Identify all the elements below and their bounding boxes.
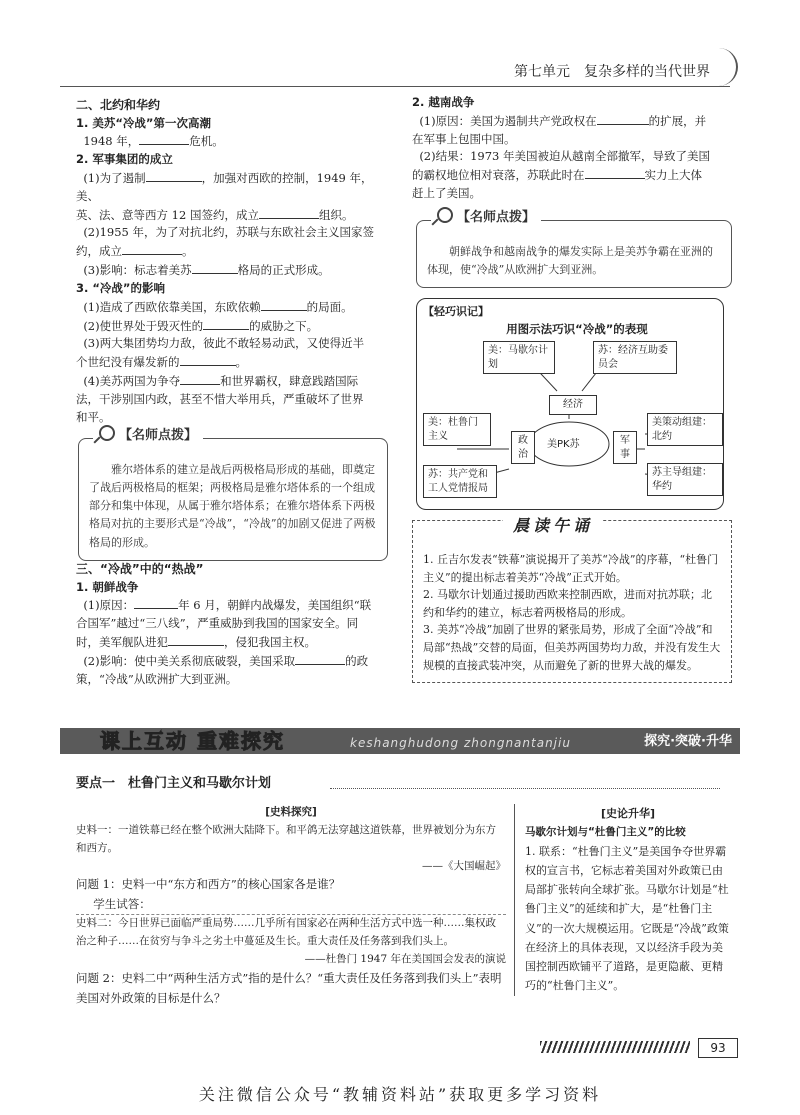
fill-blank[interactable] (134, 596, 178, 609)
text-line: 的霸权地位相对衰落，苏联此时在 实力上大体 (412, 168, 702, 183)
question-1: 问题 1：史料一中“东方和西方”的核心国家各是谁？ (76, 877, 341, 892)
text-line: 在军事上包围中国。 (412, 131, 516, 146)
theory-text: 1. 联系：“杜鲁门主义”是美国争夺世界霸权的宣言书，它标志着美国对外政策已由局部扩张转向全球扩张。马歇尔计划是“杜鲁门主义”的延续和扩大，是“杜鲁门主义”的一次大规模运用。它既是“冷战”政策在经济上的具体表现，又以经济手段为美国控制西欧铺平了道路，是更隐蔽、更精巧的“杜鲁门主义”。 (525, 844, 729, 993)
left-column (76, 94, 386, 426)
subsection-title: 1. 朝鲜战争 (76, 579, 139, 594)
unit-title: 第七单元 复杂多样的当代世界 (514, 64, 710, 80)
fill-blank[interactable] (259, 206, 319, 219)
subsection-title: 2. 军事集团的成立 (76, 152, 173, 167)
fill-blank[interactable] (146, 169, 202, 182)
text-line: (2)1955 年，为了对抗北约，苏联与东欧社会主义国家签 (83, 225, 375, 240)
teacher-tip-box (78, 428, 388, 561)
box-warsaw-pact: 苏主导组建：华约 (647, 463, 723, 496)
left-column-lower (76, 558, 386, 688)
text-line: (3)影响：标志着美苏 格局的正式形成。 (83, 263, 330, 278)
text-line: 合国军”越过“三八线”，严重威胁到我国的国家安全。同 (76, 616, 359, 631)
fill-blank[interactable] (261, 298, 307, 311)
box-nato: 美策动组建：北约 (647, 413, 723, 446)
fill-blank[interactable] (168, 633, 224, 646)
section-title: 三、“冷战”中的“热战” (76, 562, 204, 576)
fill-blank[interactable] (180, 372, 220, 385)
theory-heading: [史论升华] (600, 807, 656, 820)
fill-blank[interactable] (295, 652, 345, 665)
banner-title: 课上互动 重难探究 (100, 729, 285, 753)
text-line: 策，“冷战”从欧洲扩大到亚洲。 (76, 671, 238, 686)
teacher-tip-box-right (416, 210, 732, 288)
morning-item: 3. 美苏“冷战”加剧了世界的紧张局势，形成了全面“冷战”和局部“热战”交替的局面，但美苏两国势均力敌，并没有发生大规模的直接武装冲突，从而避免了新的世界大战的爆发。 (423, 623, 721, 672)
text-line: 赶上了美国。 (412, 186, 481, 201)
section-title: 二、北约和华约 (76, 98, 161, 112)
box-cominform: 苏：共产党和工人党情报局 (423, 465, 497, 498)
title-leader-line (330, 788, 720, 789)
text-line: (1)原因：美国为遏制共产党政权在 的扩展，并 (419, 113, 707, 128)
teacher-tip-text: 雅尔塔体系的建立是战后两极格局形成的基础，即奠定了战后两极格局的框架；两极格局是雅尔塔体系的一个组成部分和集中体现，从属于雅尔塔体系；在雅尔塔体系下两极格局对抗的主要形式是“冷战”，“冷战”的加剧又促进了两极格局的形成。 (89, 463, 376, 549)
fill-blank[interactable] (139, 132, 189, 145)
text-line: 1948 年， 危机。 (83, 134, 224, 149)
diagram-title: 用图示法巧识“冷战”的表现 (506, 322, 648, 336)
text-line: (2)结果：1973 年美国被迫从越南全部撤军，导致了美国 (419, 149, 711, 164)
text-line: 个世纪没有爆发新的 。 (76, 355, 247, 370)
right-column (412, 94, 730, 203)
center-us-vs-su: 美PK苏 (547, 439, 580, 450)
text-line: 时，美军舰队进犯 ，侵犯我国主权。 (76, 635, 316, 650)
fill-blank[interactable] (180, 353, 236, 366)
section-banner (60, 728, 740, 754)
box-marshall-plan: 美：马歇尔计划 (483, 341, 555, 374)
source-1: 史料一：一道铁幕已经在整个欧洲大陆降下。和平鸽无法穿越这道铁幕，世界被划分为东方和西方。 (76, 823, 496, 854)
box-economy: 经济 (549, 395, 597, 415)
page-number: 93 (698, 1038, 738, 1058)
morning-item: 1. 丘吉尔发表“铁幕”演说揭开了美苏“冷战”的序幕，“杜鲁门主义”的提出标志着美苏“冷战”正式开始。 (423, 553, 719, 584)
source-2: 史料二：今日世界已面临严重局势……几乎所有国家必在两种生活方式中选一种……集权政治之种子……在贫穷与争斗之劣土中蔓延及生长。重大责任及任务落到我们头上。 (76, 914, 506, 951)
morning-item: 2. 马歇尔计划通过援助西欧来控制西欧，进而对抗苏联；北约和华约的建立，标志着两极格局的形成。 (423, 588, 712, 619)
history-theory (514, 804, 731, 996)
diagram-label: 【轻巧识记】 (423, 305, 489, 318)
text-line: 约，成立 。 (76, 244, 194, 259)
text-line: (1)造成了西欧依靠美国，东欧依赖 的局面。 (83, 299, 353, 314)
source-1-cite: ——《大国崛起》 (422, 859, 506, 872)
text-line: (2)影响：使中美关系彻底破裂，美国采取 的政 (83, 653, 369, 668)
text-line: (2)使世界处于毁灭性的 的威胁之下。 (83, 318, 319, 333)
fill-blank[interactable] (585, 166, 645, 179)
box-comecon: 苏：经济互助委员会 (593, 341, 677, 374)
text-line: 英、法、意等西方 12 国签约，成立 组织。 (76, 207, 354, 222)
header-brace (716, 48, 738, 86)
question-2: 问题 2：史料二中“两种生活方式”指的是什么？“重大责任及任务落到我们头上”表明美国对外政策的目标是什么？ (76, 971, 502, 1005)
source-exploration (76, 804, 506, 1008)
source-heading: [史料探究] (265, 806, 317, 818)
box-politics: 政治 (511, 431, 535, 464)
header-rule (60, 86, 730, 87)
banner-tag: 探究·突破·升华 (644, 734, 732, 749)
box-military: 军事 (613, 431, 637, 464)
answer-prompt: 学生试答： (93, 896, 151, 911)
theory-subtitle: 马歇尔计划与“杜鲁门主义”的比较 (525, 826, 686, 839)
morning-reading-box (412, 516, 732, 683)
banner-pinyin: keshanghudong zhongnantanjiu (350, 736, 571, 750)
teacher-tip-text: 朝鲜战争和越南战争的爆发实际上是美苏争霸在亚洲的体现，使“冷战”从欧洲扩大到亚洲。 (427, 245, 713, 277)
text-line: 法，干涉别国内政，甚至不惜大举用兵，严重破坏了世界 (76, 391, 364, 406)
magnifier-icon (99, 425, 115, 441)
teacher-tip-label: 【名师点拨】 (93, 425, 203, 446)
magnifier-icon (437, 207, 453, 223)
text-line: 和平。 (76, 409, 111, 424)
fill-blank[interactable] (203, 317, 249, 330)
text-line: (1)原因： 年 6 月，朝鲜内战爆发，美国组织“联 (83, 598, 372, 613)
key-point-title: 要点一 杜鲁门主义和马歇尔计划 (76, 776, 272, 791)
text-line: (1)为了遏制 ，加强对西欧的控制，1949 年，美、 (76, 171, 373, 203)
text-line: (4)美苏两国为争夺 和世界霸权，肆意践踏国际 (83, 373, 359, 388)
subsection-title: 3. “冷战”的影响 (76, 280, 165, 295)
fill-blank[interactable] (122, 242, 182, 255)
memory-diagram (416, 298, 724, 510)
subsection-title: 1. 美苏“冷战”第一次高潮 (76, 115, 211, 130)
footer-note: 关注微信公众号“教辅资料站”获取更多学习资料 (198, 1085, 602, 1104)
teacher-tip-label: 【名师点拨】 (431, 207, 541, 228)
page-hatch-decoration (540, 1041, 690, 1053)
text-line: (3)两大集团势均力敌，彼此不敢轻易动武，又使得近半 (83, 336, 365, 351)
source-2-cite: ——杜鲁门 1947 年在美国国会发表的演说 (304, 953, 506, 966)
fill-blank[interactable] (192, 261, 238, 274)
fill-blank[interactable] (597, 112, 649, 125)
morning-reading-title: 晨读午诵 (503, 513, 603, 539)
subsection-title: 2. 越南战争 (412, 95, 475, 109)
box-truman-doctrine: 美：杜鲁门主义 (423, 413, 491, 446)
